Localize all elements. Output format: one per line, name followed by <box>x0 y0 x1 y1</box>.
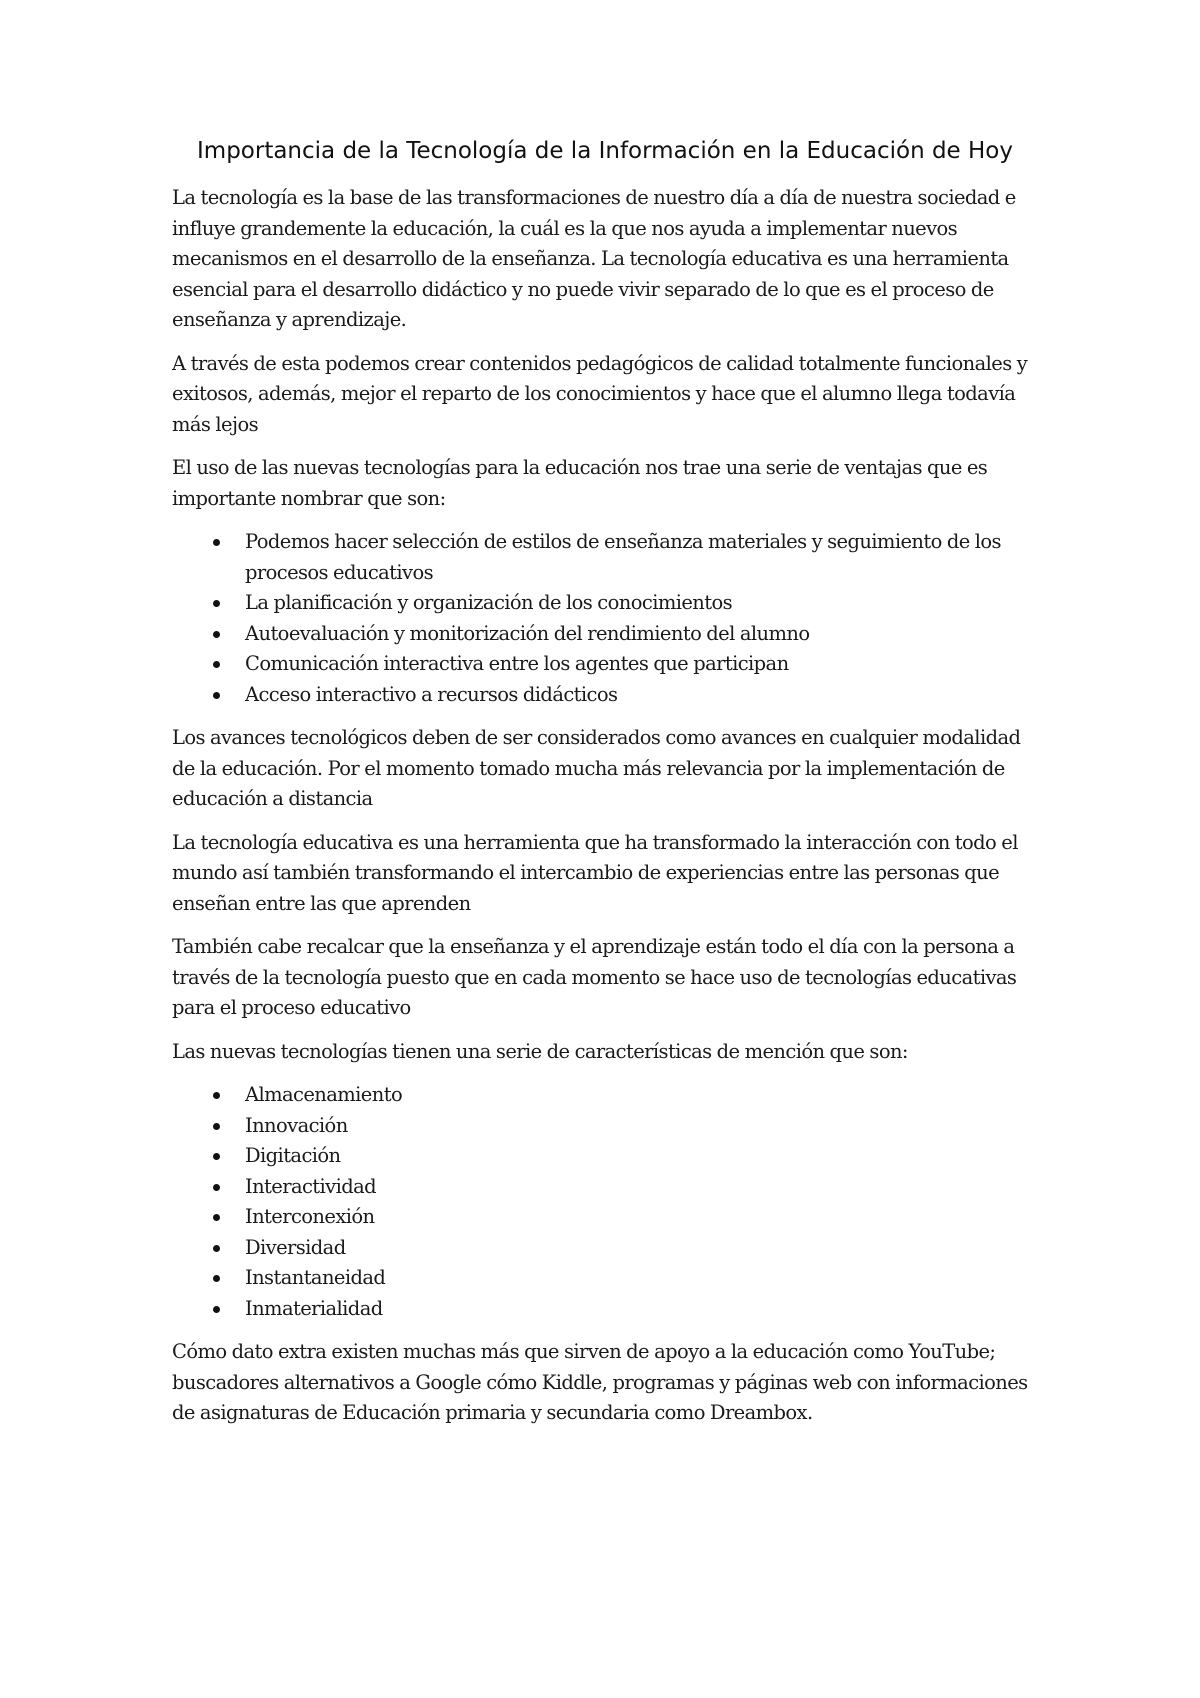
list-item <box>172 1172 1038 1203</box>
list-item <box>172 1141 1038 1172</box>
list-item <box>172 1233 1038 1264</box>
paragraph-intro-2: A través de esta podemos crear contenidos pedagógicos de calidad totalmente funcionales y exitosos, además, mejor el reparto de los conocimientos y hace que el alumno llega todavía más lejos <box>172 351 1028 436</box>
paragraph-final: Cómo dato extra existen muchas más que sirven de apoyo a la educación como YouTube; buscadores alternativos a Google cómo Kiddle, programas y páginas web con informaciones de asignaturas de Educación primaria y secundaria como Dreambox. <box>172 1340 1028 1424</box>
ventajas-list <box>172 527 1038 710</box>
paragraph-intro-1: La tecnología es la base de las transformaciones de nuestro día a día de nuestra sociedad e influye grandemente la educación, la cuál es la que nos ayuda a implementar nuevos mecanismos en el desarrollo de la enseñanza. La tecnología educativa es una herramienta esencial para el desarrollo didáctico y no puede vivir separado de lo que es el proceso de enseñanza y aprendizaje. <box>172 186 1016 331</box>
list-item-text: Autoevaluación y monitorización del rendimiento del alumno <box>245 621 810 645</box>
list-item-text: Acceso interactivo a recursos didácticos <box>245 682 618 706</box>
bullet-icon <box>213 1184 220 1191</box>
list-item-text: Interactividad <box>245 1174 377 1198</box>
list-item <box>172 649 1038 680</box>
bullet-icon <box>213 1153 220 1160</box>
list-item-text: Inmaterialidad <box>245 1296 383 1320</box>
list-item-text: Almacenamiento <box>245 1083 403 1106</box>
bullet-icon <box>213 1214 220 1221</box>
document-body <box>172 136 1038 1442</box>
list-item <box>172 1111 1038 1142</box>
paragraph-middle-1: Los avances tecnológicos deben de ser considerados como avances en cualquier modalidad de la educación. Por el momento tomado mucha más relevancia por la implementación de educación a distancia <box>172 726 1021 810</box>
list-item <box>172 619 1038 650</box>
bullet-icon <box>213 1275 220 1282</box>
paragraph-middle-4: Las nuevas tecnologías tienen una serie de características de mención que son: <box>172 1039 908 1063</box>
bullet-icon <box>213 539 220 546</box>
bullet-icon <box>213 1092 220 1099</box>
paragraph-middle-3: También cabe recalcar que la enseñanza y el aprendizaje están todo el día con la persona a través de la tecnología puesto que en cada momento se hace uso de tecnologías educativas para el proceso educativo <box>172 935 1017 1019</box>
list-item <box>172 1294 1038 1325</box>
list-item-text: Podemos hacer selección de estilos de enseñanza materiales y seguimiento de los procesos educativos <box>245 530 1001 584</box>
bullet-icon <box>213 692 220 699</box>
list-item-text: Digitación <box>245 1144 341 1167</box>
bullet-icon <box>213 1245 220 1252</box>
bullet-icon <box>213 600 220 607</box>
paragraph-intro-3: El uso de las nuevas tecnologías para la educación nos trae una serie de ventajas que es importante nombrar que son: <box>172 456 988 510</box>
list-item-text: Interconexión <box>245 1205 375 1228</box>
list-item-text: Instantaneidad <box>245 1266 386 1289</box>
bullet-icon <box>213 1306 220 1313</box>
list-item <box>172 680 1038 711</box>
bullet-icon <box>213 661 220 668</box>
paragraph-middle-2: La tecnología educativa es una herramienta que ha transformado la interacción con todo el mundo así también transformando el intercambio de experiencias entre las personas que enseñan entre las que aprenden <box>172 830 1018 915</box>
list-item <box>172 527 1038 588</box>
list-item <box>172 1202 1038 1233</box>
bullet-icon <box>213 631 220 638</box>
list-item <box>172 588 1038 619</box>
document-title: Importancia de la Tecnología de la Información en la Educación de Hoy <box>197 138 1013 164</box>
caracteristicas-list <box>172 1080 1038 1324</box>
list-item-text: La planificación y organización de los conocimientos <box>245 591 733 614</box>
list-item <box>172 1080 1038 1111</box>
list-item-text: Innovación <box>245 1113 348 1137</box>
list-item-text: Diversidad <box>245 1235 346 1259</box>
list-item <box>172 1263 1038 1294</box>
list-item-text: Comunicación interactiva entre los agentes que participan <box>245 652 789 675</box>
bullet-icon <box>213 1123 220 1130</box>
